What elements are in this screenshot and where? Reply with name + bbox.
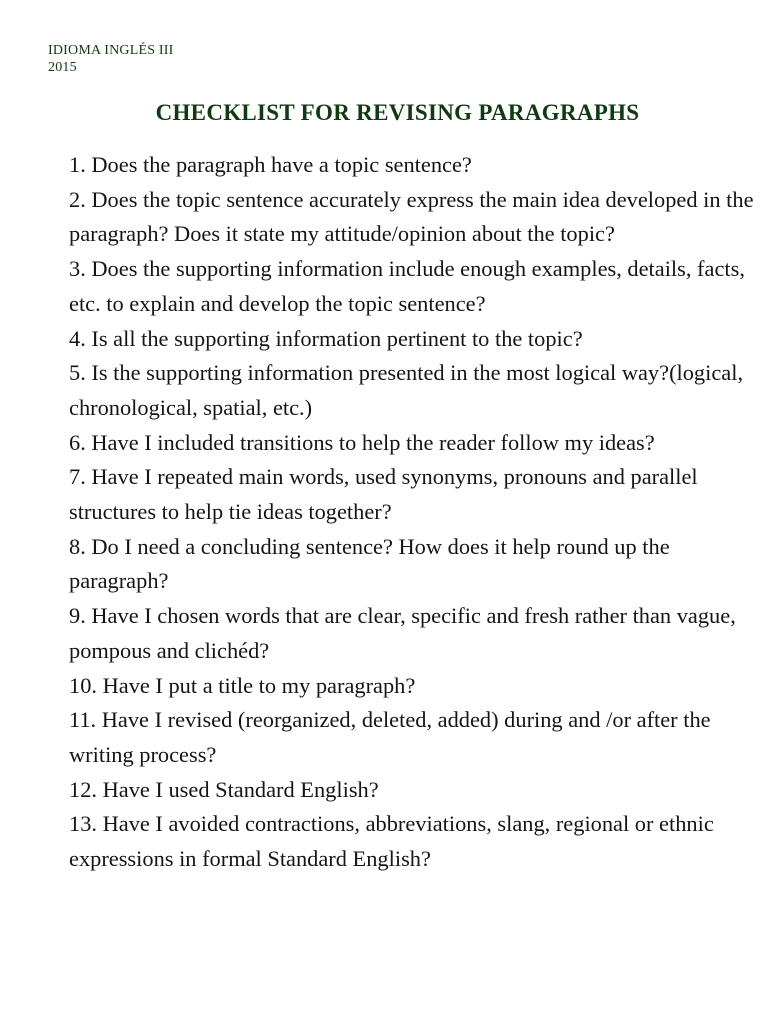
checklist-item: 12. Have I used Standard English?: [69, 776, 379, 802]
document-title: CHECKLIST FOR REVISING PARAGRAPHS: [155, 100, 640, 125]
checklist-item: 2. Does the topic sentence accurately express the main idea developed in the paragraph? Does it state my attitude/opinion about the topic?: [69, 186, 754, 247]
checklist-item: 1. Does the paragraph have a topic sentence?: [69, 152, 472, 177]
checklist-item: 6. Have I included transitions to help the reader follow my ideas?: [69, 429, 655, 455]
checklist-item: 13. Have I avoided contractions, abbreviations, slang, regional or ethnic expressions in formal Standard English?: [69, 811, 714, 872]
checklist-item: 10. Have I put a title to my paragraph?: [69, 672, 416, 698]
checklist-item: 9. Have I chosen words that are clear, specific and fresh rather than vague, pompous and clichéd?: [69, 603, 736, 663]
checklist-item: 4. Is all the supporting information pertinent to the topic?: [69, 325, 583, 351]
checklist: [69, 148, 759, 877]
checklist-item: 5. Is the supporting information presented in the most logical way?(logical, chronological, spatial, etc.): [69, 360, 744, 420]
checklist-item: 8. Do I need a concluding sentence? How does it help round up the paragraph?: [69, 533, 670, 594]
course-year: 2015: [48, 60, 77, 75]
checklist-item: 11. Have I revised (reorganized, deleted, added) during and /or after the writing process?: [69, 707, 711, 767]
course-header: [48, 42, 174, 76]
checklist-item: 7. Have I repeated main words, used synonyms, pronouns and parallel structures to help tie ideas together?: [69, 464, 698, 525]
course-name: IDIOMA INGLÉS III: [48, 43, 174, 58]
checklist-item: 3. Does the supporting information include enough examples, details, facts, etc. to explain and develop the topic sentence?: [69, 256, 745, 316]
